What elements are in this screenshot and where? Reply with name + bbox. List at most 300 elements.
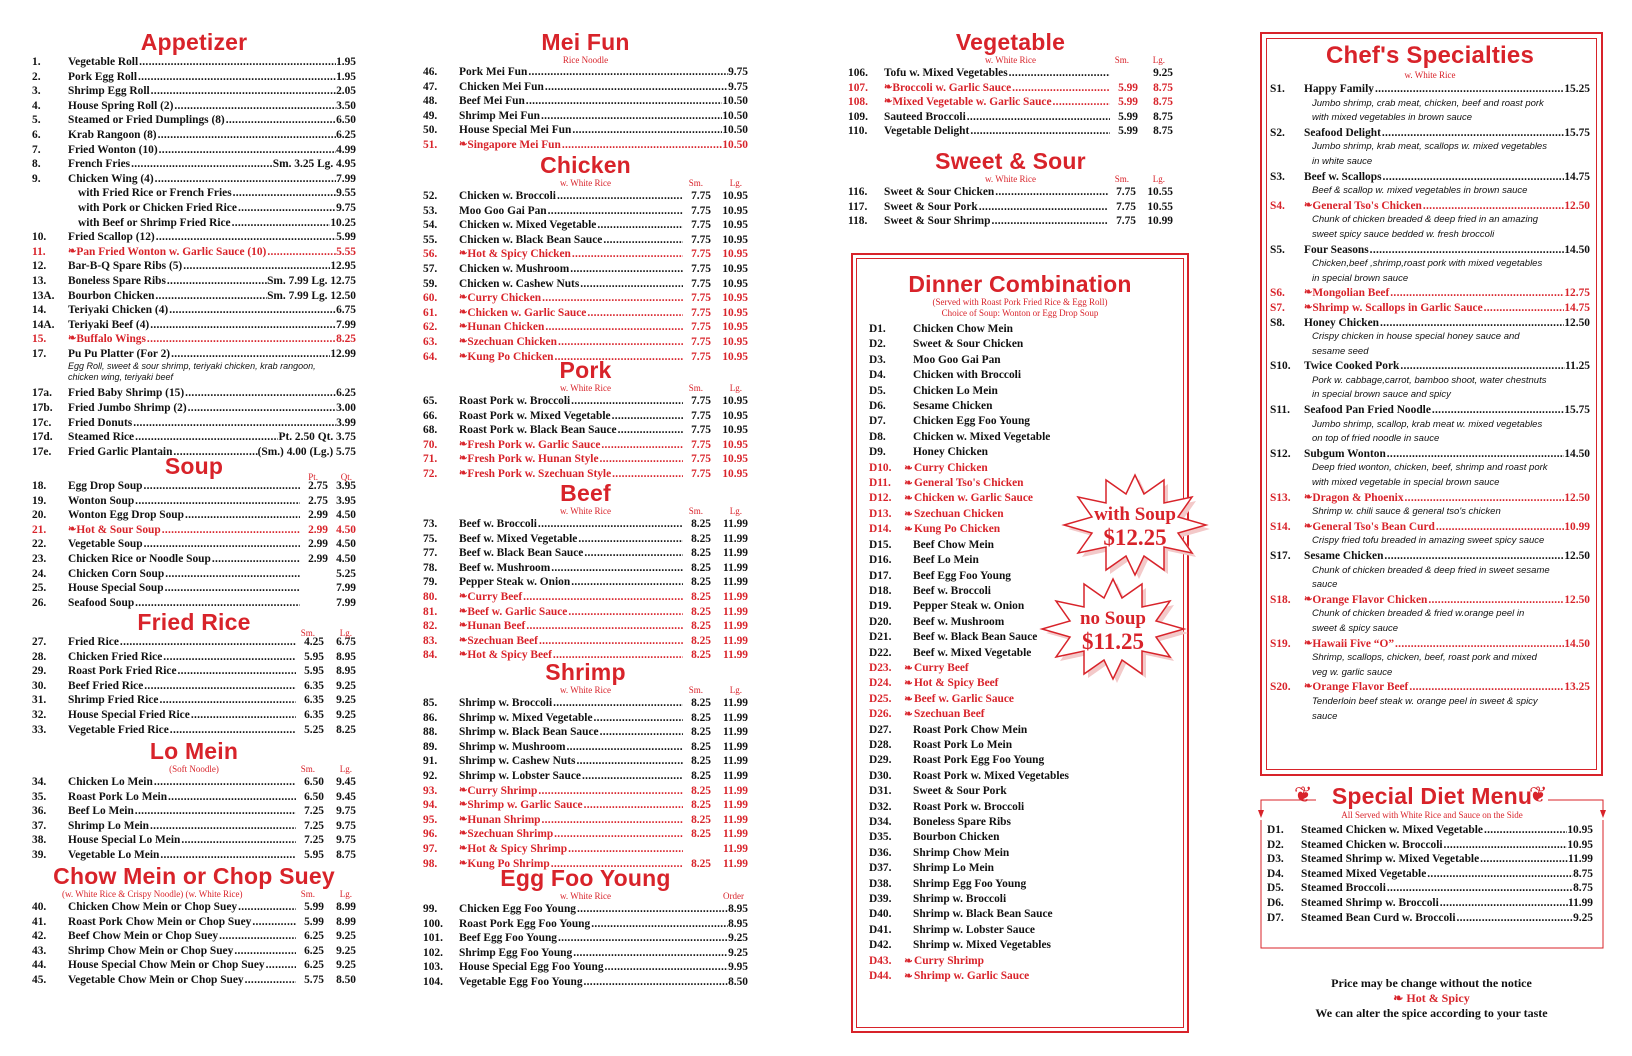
item-name: Beef Mei Fun bbox=[459, 95, 525, 108]
dinner-item bbox=[869, 846, 1181, 861]
item-number: 86. bbox=[423, 711, 438, 724]
item-name: Sweet & Sour Chicken bbox=[884, 186, 995, 198]
item-name: Steamed Mixed Vegetable bbox=[1301, 867, 1427, 880]
vegetable-list bbox=[848, 66, 1173, 139]
leader-dots bbox=[1012, 81, 1110, 96]
item-price-large: 4.50 bbox=[336, 552, 356, 565]
item-price: 15.25 bbox=[1564, 83, 1590, 95]
hot-pepper-icon: ❧ bbox=[904, 524, 913, 536]
item-description: Shrimp w. chili sauce & general tso's chicken bbox=[1312, 506, 1501, 518]
leader-dots bbox=[577, 902, 728, 917]
menu-item bbox=[32, 113, 356, 128]
item-number: 116. bbox=[848, 186, 868, 198]
item-number: 20. bbox=[32, 509, 47, 522]
item-price: 8.25 bbox=[691, 799, 711, 812]
item-number: 97. bbox=[423, 842, 438, 855]
with-soup-label: with Soup bbox=[1094, 504, 1176, 525]
item-price: 11.99 bbox=[1568, 896, 1593, 909]
mei-fun-section bbox=[423, 29, 748, 153]
dinner-item bbox=[869, 784, 1181, 799]
dinner-item-name: Sesame Chicken bbox=[913, 400, 993, 413]
item-price-large: 10.95 bbox=[722, 335, 748, 348]
soup-size-1: Pt. bbox=[308, 472, 318, 482]
item-price: 7.75 bbox=[691, 335, 711, 348]
menu-item bbox=[1267, 867, 1593, 882]
leader-dots bbox=[979, 200, 1108, 215]
item-price: 14.50 bbox=[1564, 447, 1590, 460]
dinner-item-name: Beef w. Mixed Vegetable bbox=[913, 646, 1032, 659]
dinner-item-number: D11. bbox=[869, 477, 891, 490]
item-number: 109. bbox=[848, 110, 868, 123]
dinner-item-name: Bourbon Chicken bbox=[913, 831, 1000, 844]
dinner-item-number: D43. bbox=[869, 954, 892, 967]
chef-specialties-section bbox=[1270, 42, 1590, 724]
dinner-item-name: Honey Chicken bbox=[913, 446, 988, 459]
menu-item bbox=[848, 214, 1173, 229]
item-price: 5.75 bbox=[304, 973, 324, 986]
item-number: D6. bbox=[1267, 896, 1284, 909]
item-price: 11.99 bbox=[1568, 853, 1593, 866]
egg-foo-young-size: Order bbox=[723, 891, 744, 901]
dinner-item-name: Beef w. Mushroom bbox=[913, 615, 1005, 628]
item-name: Chicken Corn Soup bbox=[68, 567, 165, 580]
menu-item bbox=[1267, 823, 1593, 838]
item-price: 5.55 bbox=[336, 245, 356, 258]
leader-dots bbox=[597, 218, 683, 233]
hot-pepper-icon: ❧ bbox=[459, 605, 468, 617]
menu-item bbox=[32, 929, 356, 944]
shrimp-subtitle: w. White Rice bbox=[560, 685, 611, 695]
menu-item bbox=[423, 189, 748, 204]
leader-dots bbox=[233, 186, 336, 201]
item-price-large: 11.99 bbox=[723, 740, 748, 753]
no-soup-price: $11.25 bbox=[1082, 629, 1144, 654]
item-number: 91. bbox=[423, 755, 438, 768]
item-number: 101. bbox=[423, 932, 443, 945]
hot-pepper-icon: ❧ bbox=[459, 306, 468, 318]
hot-pepper-icon: ❧ bbox=[459, 467, 468, 479]
menu-item bbox=[1270, 170, 1590, 185]
dinner-item-number: D24. bbox=[869, 677, 892, 690]
menu-item bbox=[32, 650, 356, 665]
item-number: 24. bbox=[32, 567, 47, 580]
menu-item bbox=[423, 291, 748, 306]
item-number: 81. bbox=[423, 605, 438, 618]
item-number: 62. bbox=[423, 321, 438, 334]
item-number: 18. bbox=[32, 480, 47, 492]
item-number: 106. bbox=[848, 67, 868, 79]
dinner-item bbox=[869, 723, 1181, 738]
item-price-large: 10.95 bbox=[722, 233, 748, 246]
dinner-item-name: Shrimp Lo Mein bbox=[913, 862, 995, 875]
item-price: 8.25 bbox=[691, 561, 711, 574]
item-name: Beef w. Black Bean Sauce bbox=[459, 547, 584, 560]
menu-item bbox=[32, 708, 356, 723]
lo-mein-title: Lo Mein bbox=[149, 738, 239, 764]
leader-dots bbox=[1427, 867, 1573, 882]
item-price: 1.95 bbox=[336, 56, 356, 68]
item-number: 17a. bbox=[32, 387, 52, 400]
with-soup-price: $12.25 bbox=[1103, 525, 1167, 550]
hot-pepper-icon: ❧ bbox=[904, 478, 913, 490]
item-name: Fried Rice bbox=[68, 636, 119, 648]
vegetable-title: Vegetable bbox=[955, 29, 1066, 55]
beef-size-1: Sm. bbox=[688, 506, 703, 516]
leader-dots bbox=[238, 900, 296, 915]
leader-dots bbox=[1382, 126, 1564, 141]
leader-dots bbox=[538, 517, 683, 532]
item-price-large: 8.50 bbox=[336, 973, 356, 986]
sweet-sour-subtitle: w. White Rice bbox=[985, 174, 1036, 184]
item-price: 9.75 bbox=[728, 66, 748, 78]
dinner-item-number: D31. bbox=[869, 785, 892, 798]
item-price-large: 4.50 bbox=[336, 538, 356, 551]
item-name: Egg Drop Soup bbox=[68, 480, 143, 492]
item-price: 13.25 bbox=[1564, 681, 1590, 694]
item-price-large: 11.99 bbox=[723, 857, 748, 870]
item-number: 94. bbox=[423, 799, 438, 812]
item-number: 117. bbox=[848, 200, 868, 213]
item-price: 6.50 bbox=[336, 114, 356, 127]
dinner-item-name: Chicken Lo Mein bbox=[913, 384, 998, 397]
leader-dots bbox=[594, 711, 683, 726]
sweet-sour-title: Sweet & Sour bbox=[935, 148, 1086, 174]
item-price-large: 10.95 bbox=[722, 262, 748, 275]
item-name: Beef w. Scallops bbox=[1304, 170, 1382, 183]
item-name: Fried Garlic Plantain bbox=[68, 445, 173, 458]
leader-dots bbox=[165, 581, 300, 596]
hot-pepper-icon: ❧ bbox=[68, 333, 77, 345]
item-price: 6.25 bbox=[336, 128, 356, 141]
item-number: 75. bbox=[423, 532, 438, 545]
dinner-item bbox=[869, 399, 1181, 414]
item-name: Chicken Chow Mein or Chop Suey bbox=[68, 901, 238, 913]
leader-dots bbox=[572, 123, 722, 138]
item-price: 7.75 bbox=[1116, 186, 1136, 198]
item-description: Shrimp, scallops, chicken, beef, roast pork and mixed veg w. garlic sauce bbox=[1312, 652, 1537, 678]
hot-pepper-icon: ❧ bbox=[1304, 520, 1313, 532]
dinner-item-number: D22. bbox=[869, 646, 892, 659]
item-number: 60. bbox=[423, 292, 438, 305]
item-number: 51. bbox=[423, 138, 438, 151]
leader-dots bbox=[185, 386, 336, 401]
menu-item bbox=[32, 723, 356, 738]
item-number: 44. bbox=[32, 959, 47, 972]
item-price-large: 10.95 bbox=[722, 424, 748, 437]
item-number: 35. bbox=[32, 790, 47, 803]
leader-dots bbox=[1370, 243, 1565, 258]
vegetable-size-2: Lg. bbox=[1152, 55, 1165, 65]
dinner-item-name: Shrimp Chow Mein bbox=[913, 846, 1010, 859]
item-number: 95. bbox=[423, 813, 438, 826]
item-price-large: 11.99 bbox=[723, 755, 748, 768]
item-number: 65. bbox=[423, 395, 438, 407]
menu-item bbox=[32, 973, 356, 988]
leader-dots bbox=[181, 833, 296, 848]
item-price: 7.75 bbox=[691, 248, 711, 261]
item-number: 32. bbox=[32, 708, 47, 721]
dinner-item-number: D18. bbox=[869, 584, 892, 597]
item-name: Kung Po Shrimp bbox=[467, 857, 550, 870]
leader-dots bbox=[558, 335, 683, 350]
item-price: 7.75 bbox=[691, 292, 711, 305]
leader-dots bbox=[144, 537, 300, 552]
dinner-item-name: Kung Po Chicken bbox=[914, 523, 1001, 536]
heart-wings-right-icon: ❦ bbox=[1529, 782, 1548, 807]
egg-foo-young-title: Egg Foo Young bbox=[500, 865, 671, 891]
item-price: 8.25 bbox=[691, 518, 711, 530]
dinner-item-number: D8. bbox=[869, 430, 886, 443]
menu-item bbox=[1270, 286, 1590, 301]
item-number: 46. bbox=[423, 66, 438, 78]
dinner-item-name: Boneless Spare Ribs bbox=[913, 816, 1011, 828]
item-price: 8.25 bbox=[691, 711, 711, 724]
item-price-large: 11.99 bbox=[723, 784, 748, 797]
item-number: 45. bbox=[32, 973, 47, 986]
menu-item bbox=[32, 186, 356, 201]
lo-mein-subtitle: (Soft Noodle) bbox=[169, 764, 219, 774]
item-price-large: 10.95 bbox=[722, 190, 748, 202]
item-number: 43. bbox=[32, 944, 47, 957]
dinner-item-name: Curry Beef bbox=[914, 661, 969, 674]
menu-item bbox=[423, 740, 748, 755]
item-number: 17c. bbox=[32, 416, 52, 429]
dinner-item-number: D9. bbox=[869, 446, 886, 459]
menu-item bbox=[848, 200, 1173, 215]
dinner-item-name: Beef w. Garlic Sauce bbox=[914, 692, 1014, 705]
menu-item bbox=[848, 185, 1173, 200]
item-price: 9.95 bbox=[728, 961, 748, 974]
menu-item bbox=[423, 725, 748, 740]
menu-item bbox=[423, 247, 748, 262]
item-name: Vegetable Lo Mein bbox=[68, 848, 160, 861]
item-number: D3. bbox=[1267, 853, 1284, 866]
menu-item bbox=[1270, 549, 1590, 564]
hot-pepper-icon: ❧ bbox=[459, 857, 468, 869]
chow-mein-size-1: Sm. bbox=[300, 889, 315, 899]
chef-specialties-subtitle: w. White Rice bbox=[1404, 70, 1456, 80]
item-price: 8.25 bbox=[691, 769, 711, 782]
item-name: Chicken w. Garlic Sauce bbox=[467, 306, 587, 319]
special-diet-subtitle: All Served with White Rice and Sauce on the Side bbox=[1341, 810, 1523, 820]
item-number: 70. bbox=[423, 438, 438, 451]
leader-dots bbox=[165, 567, 300, 582]
item-name: Steamed Rice bbox=[68, 431, 135, 444]
leader-dots bbox=[584, 798, 683, 813]
item-name: Hot & Spicy Shrimp bbox=[467, 842, 568, 855]
leader-dots bbox=[584, 546, 683, 561]
item-price-large: 8.99 bbox=[336, 901, 356, 913]
hot-pepper-icon: ❧ bbox=[884, 81, 893, 93]
item-description: Pork w. cabbage,carrot, bamboo shoot, water chestnuts in special brown sauce and spicy bbox=[1312, 374, 1547, 401]
item-price: 14.75 bbox=[1564, 170, 1590, 183]
menu-item bbox=[423, 827, 748, 842]
menu-item bbox=[32, 230, 356, 245]
item-price: 5.99 bbox=[304, 901, 324, 913]
leader-dots bbox=[991, 214, 1108, 229]
item-price-large: 10.95 bbox=[722, 467, 748, 480]
lo-mein-size-2: Lg. bbox=[339, 764, 352, 774]
fried-rice-size-1: Sm. bbox=[300, 628, 315, 638]
item-price: 8.25 bbox=[691, 740, 711, 753]
menu-item bbox=[423, 409, 748, 424]
dinner-item-number: D5. bbox=[869, 384, 886, 397]
hot-pepper-icon: ❧ bbox=[904, 493, 913, 505]
leader-dots bbox=[170, 723, 296, 738]
item-price-large: 11.99 bbox=[723, 726, 748, 739]
heart-wings-left-icon: ❦ bbox=[1294, 782, 1313, 807]
dinner-item bbox=[869, 445, 1181, 460]
item-price-large: 11.99 bbox=[723, 769, 748, 782]
vegetable-section bbox=[848, 29, 1173, 139]
chow-mein-title: Chow Mein or Chop Suey bbox=[53, 863, 335, 889]
item-price-large: 11.99 bbox=[723, 590, 748, 603]
leader-dots bbox=[135, 804, 296, 819]
leader-dots bbox=[526, 94, 723, 109]
dinner-item bbox=[869, 368, 1181, 383]
item-price-large: 11.99 bbox=[723, 561, 748, 574]
item-price-large: 8.99 bbox=[336, 915, 356, 928]
item-name: Boneless Spare Ribs bbox=[68, 274, 166, 287]
item-number: 100. bbox=[423, 917, 443, 930]
menu-item bbox=[32, 347, 356, 362]
item-number: S4. bbox=[1270, 199, 1285, 212]
item-price-large: 10.95 bbox=[722, 453, 748, 466]
leader-dots bbox=[600, 725, 683, 740]
menu-item bbox=[1270, 82, 1590, 97]
item-number: D5. bbox=[1267, 882, 1284, 895]
item-number: 92. bbox=[423, 769, 438, 782]
item-name: Curry Shrimp bbox=[467, 784, 538, 797]
item-price-large: 9.45 bbox=[336, 790, 356, 803]
item-number: 23. bbox=[32, 552, 47, 565]
item-price: 8.25 bbox=[691, 784, 711, 797]
leader-dots bbox=[967, 110, 1110, 125]
leader-dots bbox=[523, 590, 683, 605]
dinner-item bbox=[869, 892, 1181, 907]
item-price: 4.25 bbox=[304, 636, 324, 648]
dinner-combination-title: Dinner Combination bbox=[908, 271, 1132, 297]
dinner-item-number: D37. bbox=[869, 862, 892, 875]
menu-item bbox=[423, 696, 748, 711]
item-name: Twice Cooked Pork bbox=[1304, 360, 1400, 373]
leader-dots bbox=[1423, 199, 1564, 214]
item-price-large: 8.95 bbox=[336, 665, 356, 678]
leader-dots bbox=[605, 960, 729, 975]
dinner-item bbox=[869, 861, 1181, 876]
leader-dots bbox=[573, 946, 728, 961]
item-price: 7.75 bbox=[691, 467, 711, 480]
menu-item bbox=[32, 819, 356, 834]
item-price-large: 10.95 bbox=[722, 292, 748, 305]
item-price-large: 9.25 bbox=[336, 679, 356, 692]
dinner-item-name: Szechuan Beef bbox=[914, 708, 985, 721]
item-name: Roast Pork Lo Mein bbox=[68, 790, 168, 803]
pork-title: Pork bbox=[559, 357, 612, 383]
item-name: Fried Baby Shrimp (15) bbox=[68, 387, 185, 400]
item-price: 10.25 bbox=[330, 216, 356, 229]
dinner-item bbox=[869, 969, 1181, 984]
item-name: Happy Family bbox=[1304, 83, 1374, 95]
menu-item bbox=[1270, 447, 1590, 462]
menu-item bbox=[32, 693, 356, 708]
item-price-large: 10.95 bbox=[722, 409, 748, 422]
leader-dots bbox=[245, 973, 296, 988]
leader-dots bbox=[1432, 403, 1564, 418]
leader-dots bbox=[566, 740, 683, 755]
item-price-large: 9.25 bbox=[336, 944, 356, 957]
special-diet-list bbox=[1265, 823, 1599, 925]
dinner-item-number: D15. bbox=[869, 538, 892, 551]
dinner-item-number: D44. bbox=[869, 970, 892, 983]
item-number: S12. bbox=[1270, 447, 1291, 460]
menu-item bbox=[32, 157, 356, 172]
leader-dots bbox=[1457, 911, 1574, 926]
chow-mein-size-2: Lg. bbox=[339, 889, 352, 899]
item-number: 57. bbox=[423, 262, 438, 275]
item-name: Szechuan Beef bbox=[467, 634, 538, 647]
item-name: Seafood Delight bbox=[1304, 126, 1381, 139]
item-name: Hunan Beef bbox=[467, 620, 526, 633]
item-price: 6.25 bbox=[304, 930, 324, 943]
item-number: D2. bbox=[1267, 838, 1284, 851]
item-name: Teriyaki Beef (4) bbox=[68, 318, 150, 331]
leader-dots bbox=[219, 929, 296, 944]
item-name: Chicken Rice or Noodle Soup bbox=[68, 552, 211, 565]
leader-dots bbox=[168, 790, 296, 805]
item-number: 64. bbox=[423, 350, 438, 363]
menu-item bbox=[423, 204, 748, 219]
item-price-large: 4.50 bbox=[336, 509, 356, 522]
item-price: 5.25 bbox=[304, 723, 324, 736]
dinner-item bbox=[869, 322, 1181, 337]
item-price: 5.95 bbox=[304, 650, 324, 663]
item-number: 110. bbox=[848, 125, 868, 138]
menu-item bbox=[1270, 520, 1590, 535]
item-name: Shrimp w. Mixed Vegetable bbox=[459, 711, 593, 724]
menu-item bbox=[32, 201, 356, 216]
dinner-item-name: Chicken Chow Mein bbox=[913, 323, 1013, 335]
leader-dots bbox=[135, 430, 278, 445]
item-price-large: 11.99 bbox=[723, 605, 748, 618]
leader-dots bbox=[150, 318, 336, 333]
leader-dots bbox=[1009, 66, 1110, 81]
dinner-item-name: Beef Lo Mein bbox=[913, 554, 979, 567]
fried-rice-list bbox=[32, 635, 356, 737]
dinner-item bbox=[869, 954, 1181, 969]
menu-item bbox=[423, 798, 748, 813]
item-number: 28. bbox=[32, 650, 47, 663]
item-number: 107. bbox=[848, 81, 868, 94]
item-name: Szechuan Shrimp bbox=[467, 828, 554, 841]
leader-dots bbox=[568, 842, 683, 857]
leader-dots bbox=[568, 605, 683, 620]
price-notice: Price may be change without the notice bbox=[1331, 976, 1532, 990]
fried-rice-size-2: Lg. bbox=[339, 628, 352, 638]
item-name: Seafood Pan Fried Noodle bbox=[1304, 404, 1431, 417]
menu-item bbox=[848, 66, 1173, 81]
leader-dots bbox=[1383, 170, 1565, 185]
dinner-item-number: D12. bbox=[869, 492, 892, 505]
item-price: 8.25 bbox=[691, 649, 711, 662]
menu-item bbox=[423, 546, 748, 561]
dinner-item bbox=[869, 384, 1181, 399]
item-price: 2.99 bbox=[308, 552, 328, 565]
hot-pepper-icon: ❧ bbox=[1304, 681, 1313, 693]
item-name: Shrimp Egg Foo Young bbox=[459, 946, 573, 959]
menu-item bbox=[423, 94, 748, 109]
item-price: 8.25 bbox=[691, 605, 711, 618]
